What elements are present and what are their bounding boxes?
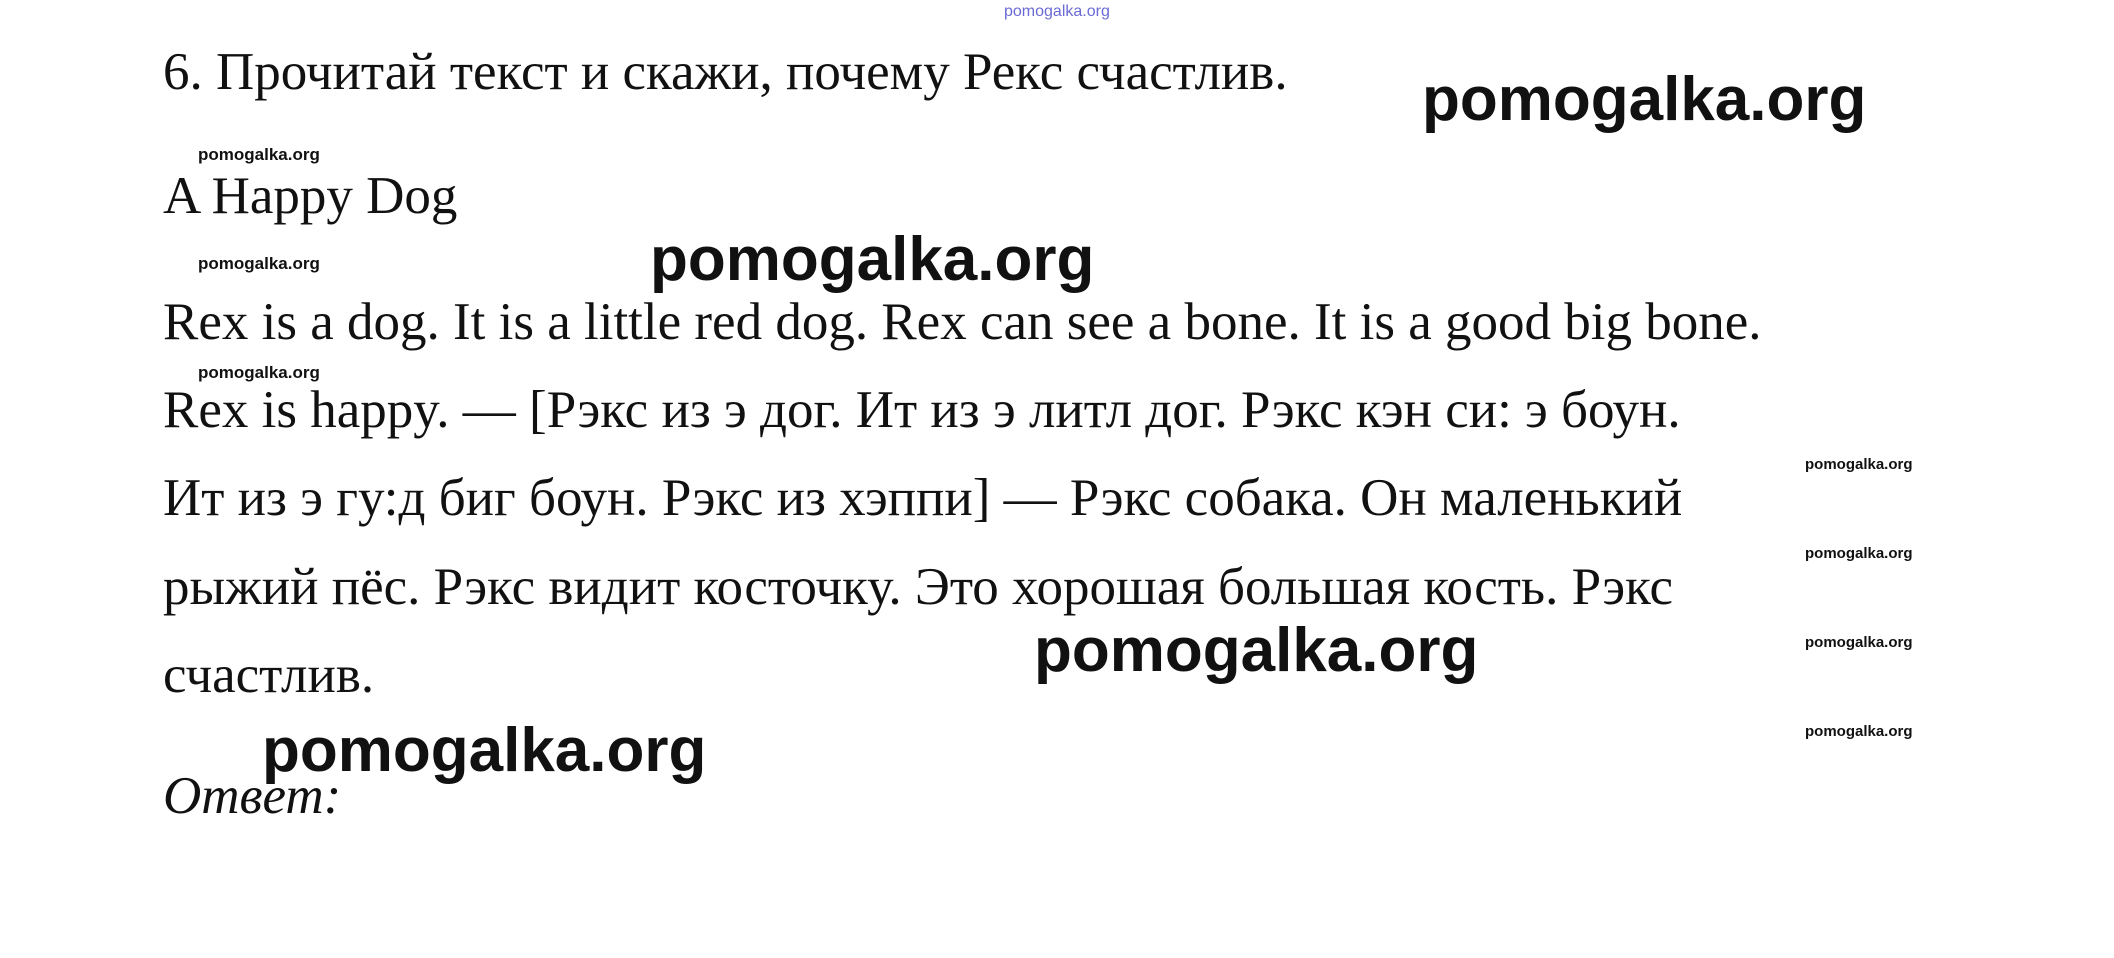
watermark-tiny: pomogalka.org <box>1805 456 1913 473</box>
watermark-small: pomogalka.org <box>198 363 320 382</box>
watermark-large: pomogalka.org <box>262 716 707 785</box>
story-line: Rex is a dog. It is a little red dog. Rex can see a bone. It is a good big bone. <box>163 293 1762 351</box>
top-watermark: pomogalka.org <box>1004 3 1110 20</box>
story-line: счастлив. <box>163 646 375 704</box>
story-heading: A Happy Dog <box>163 167 458 225</box>
watermark-tiny: pomogalka.org <box>1805 545 1913 562</box>
task-title: 6. Прочитай текст и скажи, почему Рекс счастлив. <box>163 43 1288 101</box>
story-line: Rex is happy. — [Рэкс из э дог. Ит из э литл дог. Рэкс кэн си: э боун. <box>163 381 1681 439</box>
watermark-tiny: pomogalka.org <box>1805 723 1913 740</box>
story-line: рыжий пёс. Рэкс видит косточку. Это хорошая большая кость. Рэкс <box>163 558 1674 616</box>
watermark-small: pomogalka.org <box>198 254 320 273</box>
watermark-large: pomogalka.org <box>1034 616 1479 685</box>
watermark-large: pomogalka.org <box>650 225 1095 294</box>
watermark-small: pomogalka.org <box>198 145 320 164</box>
watermark-large: pomogalka.org <box>1422 65 1867 134</box>
story-line: Ит из э гу:д биг боун. Рэкс из хэппи] — Рэкс собака. Он маленький <box>163 469 1683 527</box>
answer-label: Ответ: <box>163 767 342 825</box>
watermark-tiny: pomogalka.org <box>1805 634 1913 651</box>
